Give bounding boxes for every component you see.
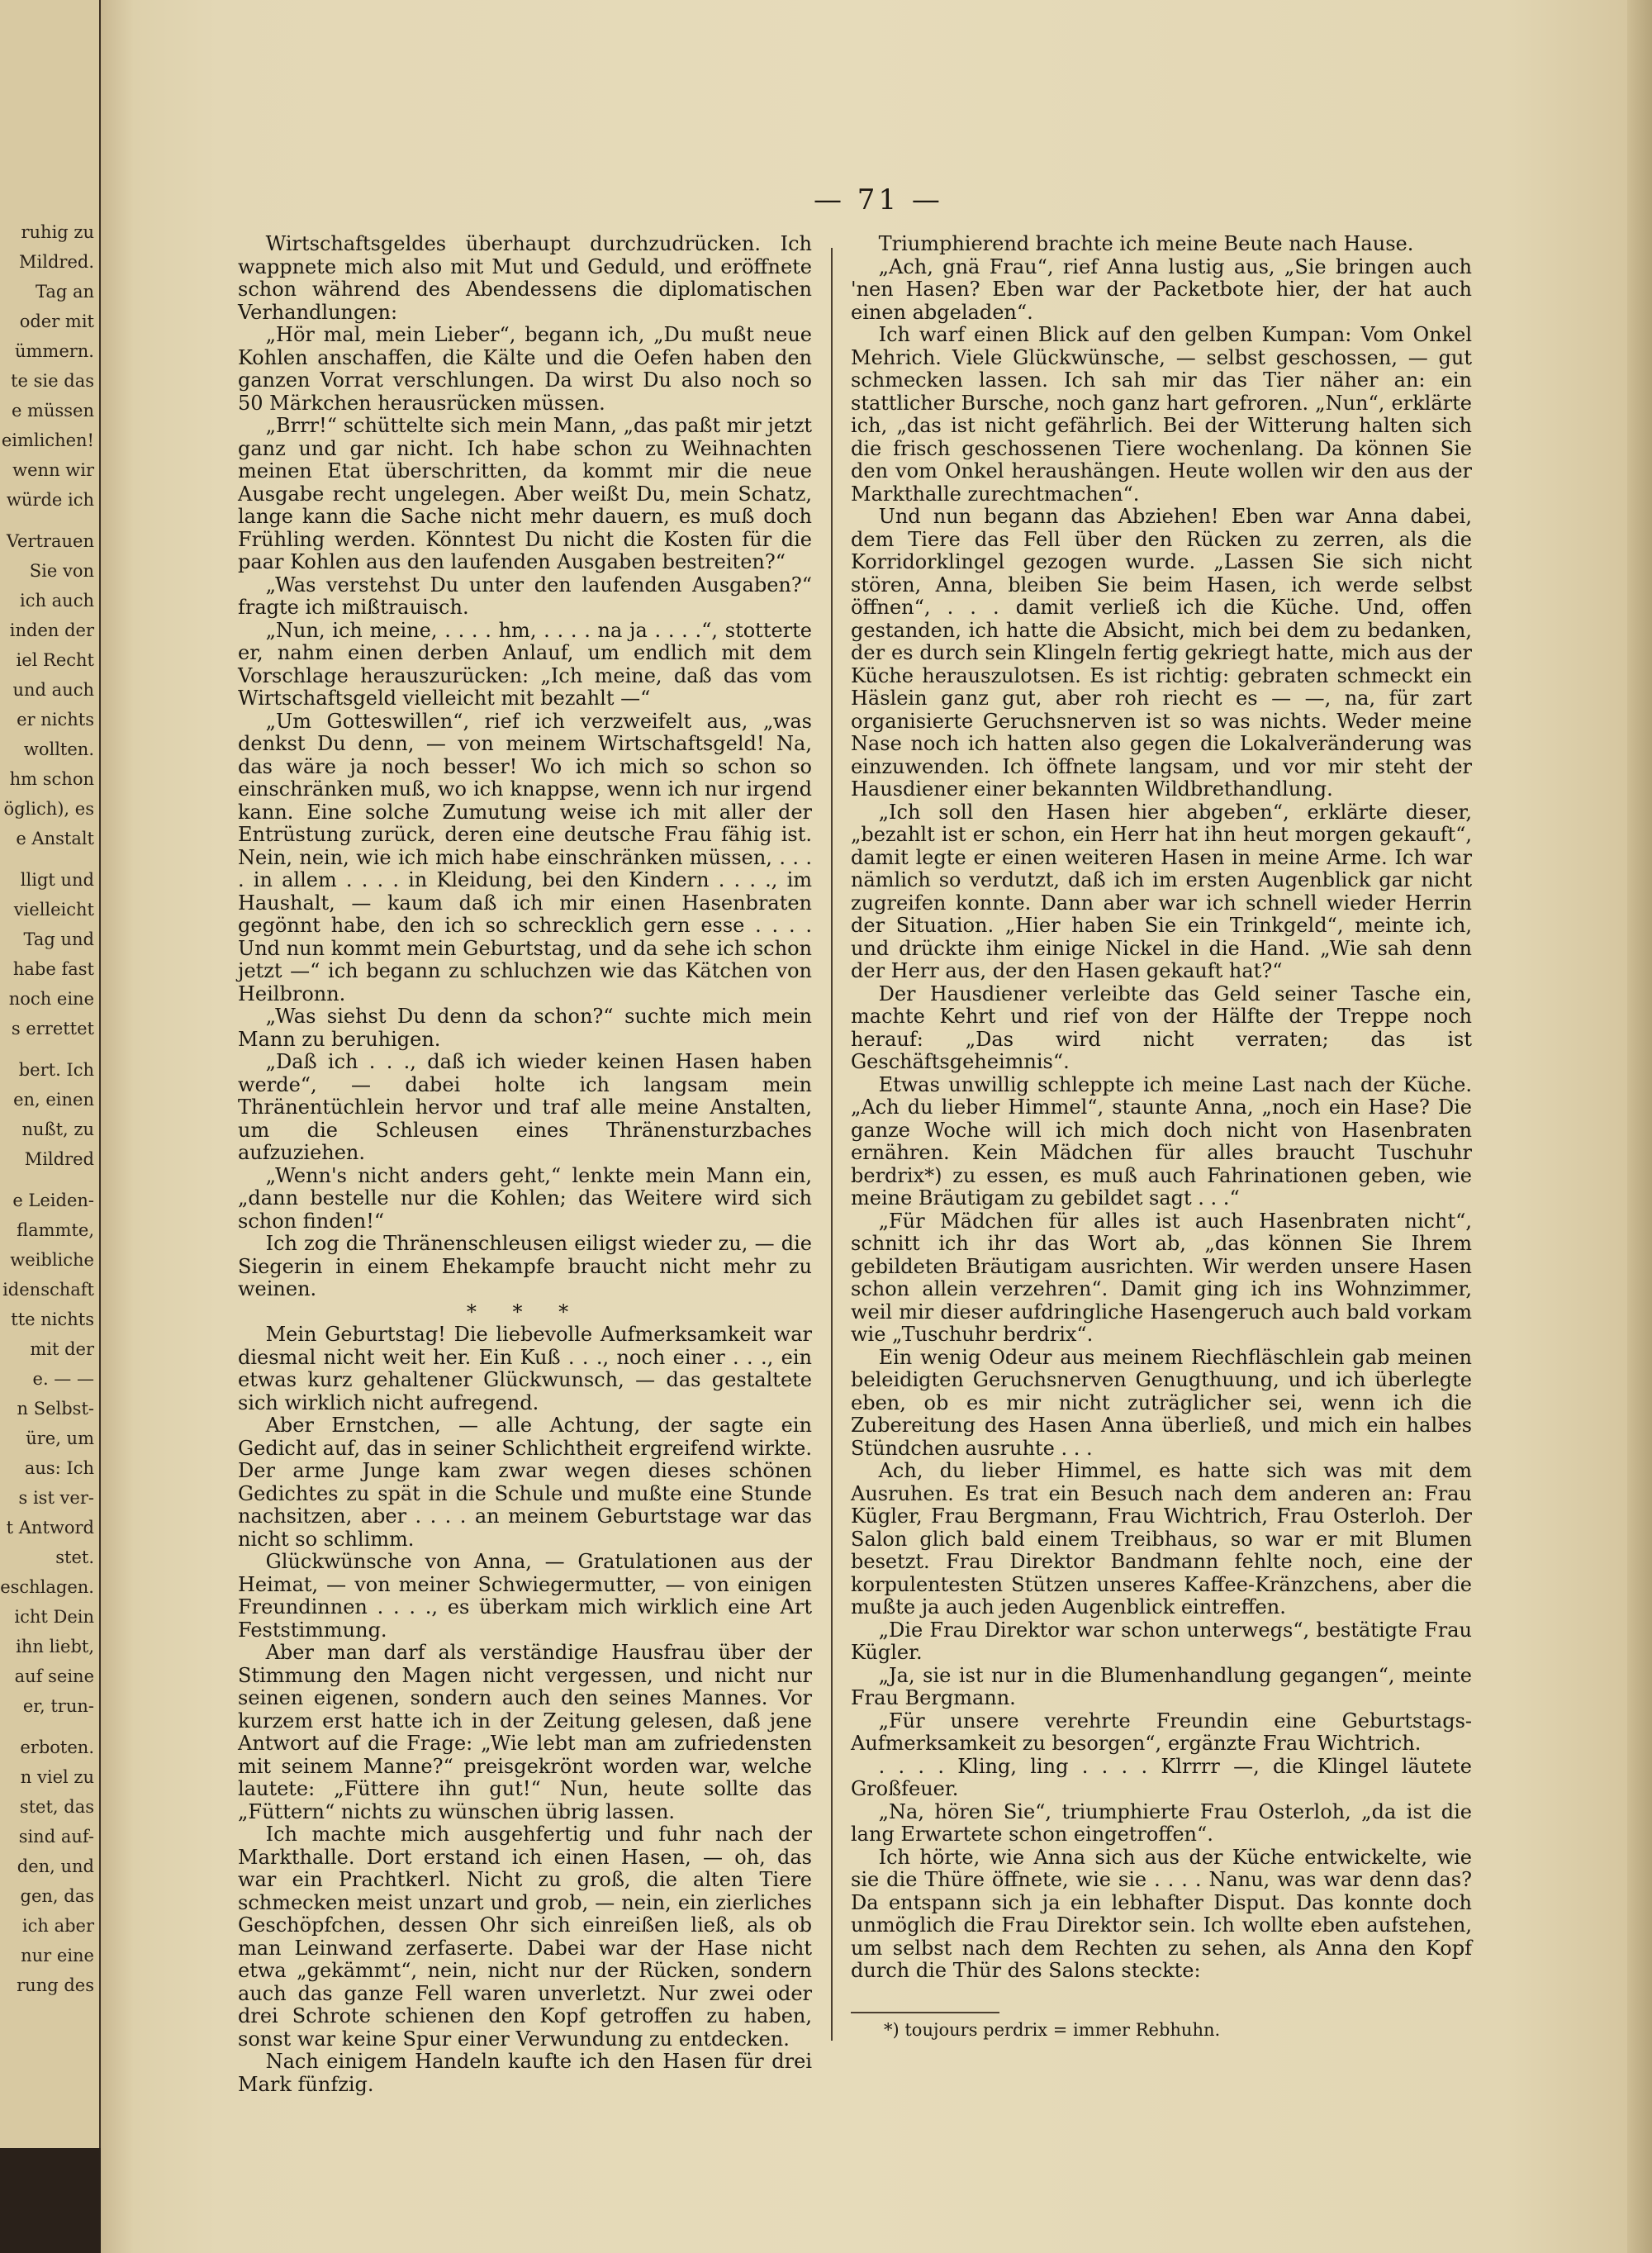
paragraph: „Was verstehst Du unter den laufenden Ausgaben?“ fragte ich mißtrauisch. bbox=[238, 573, 812, 619]
left-page-line: te sie das bbox=[11, 371, 94, 391]
left-page-line: er nichts bbox=[17, 710, 94, 730]
left-page-line: vielleicht bbox=[13, 900, 94, 920]
left-page-line: stet, das bbox=[19, 1797, 94, 1817]
left-page-line: Tag und bbox=[23, 929, 94, 949]
left-page-line: ruhig zu bbox=[21, 222, 94, 242]
left-page-line: mit der bbox=[30, 1339, 94, 1359]
paragraph: Ich zog die Thränenschleusen eiligst wieder zu, — die Siegerin in einem Ehekampfe braucht nicht mehr zu weinen. bbox=[238, 1232, 812, 1300]
left-page-line: Tag an bbox=[35, 282, 94, 302]
left-page-line: auf seine bbox=[14, 1666, 94, 1686]
left-page-line: n viel zu bbox=[20, 1767, 94, 1787]
paragraph: „Daß ich . . ., daß ich wieder keinen Hasen haben werde“, — dabei holte ich langsam mein Thränentüchlein hervor und traf alle meine Anstalten, um die Schleusen eines Thränensturzbaches aufzuziehen. bbox=[238, 1050, 812, 1164]
paragraph: „Nun, ich meine, . . . . hm, . . . . na ja . . . .“, stotterte er, nahm einen derben Anlauf, um endlich mit dem Vorschlage herauszurücken: „Ich meine, daß das vom Wirtschaftsgeld vielleicht mit bezahlt —“ bbox=[238, 618, 812, 710]
paragraph: „Na, hören Sie“, triumphierte Frau Osterloh, „da ist die lang Erwartete schon eingetroffen“. bbox=[851, 1799, 1472, 1846]
paragraph: Mein Geburtstag! Die liebevolle Aufmerksamkeit war diesmal nicht weit her. Ein Kuß . . ., noch einer . . ., ein etwas kurz gehaltener Glückwunsch, — das gestaltete sich wirklich nicht aufregend. bbox=[238, 1323, 812, 1414]
left-page-line: ümmern. bbox=[14, 341, 94, 361]
left-page-line: hm schon bbox=[9, 769, 94, 789]
column-divider bbox=[831, 248, 833, 2041]
left-page-line: noch eine bbox=[8, 989, 94, 1009]
left-page-fragment bbox=[0, 0, 102, 2148]
paragraph: Ein wenig Odeur aus meinem Riechfläschlein gab meinen beleidigten Geruchsnerven Genugthuung, und ich überlegte eben, ob es mir nicht zuträglicher sei, wenn ich die Zubereitung des Hasen Anna überließ, und mich ein halbes Stündchen ausruhte . . . bbox=[851, 1345, 1472, 1460]
footnote: *) toujours perdrix = immer Rebhuhn. bbox=[884, 2020, 1221, 2040]
paragraph: „Hör mal, mein Lieber“, begann ich, „Du mußt neue Kohlen anschaffen, die Kälte und die Oefen haben den ganzen Vorrat verschlungen. Da wirst Du also noch so 50 Märkchen herausrücken müssen. bbox=[238, 323, 812, 415]
left-page-line: sind auf- bbox=[18, 1827, 94, 1847]
left-page-line: idenschaft bbox=[2, 1280, 94, 1300]
paragraph: * * * bbox=[466, 1300, 584, 1324]
left-page-line: habe fast bbox=[12, 959, 94, 979]
left-page-line: t Antword bbox=[6, 1518, 94, 1538]
left-page-line: s ist ver- bbox=[18, 1488, 94, 1508]
paragraph: Aber Ernstchen, — alle Achtung, der sagte ein Gedicht auf, das in seiner Schlichtheit ergreifend wirkte. Der arme Junge kam zwar wegen dieses schönen Gedichtes zu spät in die Schule und mußte eine Stunde nachsitzen, aber . . . . an meinem Geburtstage war das nicht so schlimm. bbox=[238, 1414, 812, 1551]
paragraph: Etwas unwillig schleppte ich meine Last nach der Küche. „Ach du lieber Himmel“, staunte Anna, „noch ein Hase? Die ganze Woche will ich mich doch nicht von Hasenbraten ernähren. Kein Mädchen für alles braucht Tuschuhr berdrix*) zu essen, es muß auch Fahrinationen geben, wie meine Bräutigam zu gebildet sagt . . .“ bbox=[851, 1072, 1472, 1210]
paragraph: „Wenn's nicht anders geht,“ lenkte mein Mann ein, „dann bestelle nur die Kohlen; das Weitere wird sich schon finden!“ bbox=[238, 1163, 812, 1233]
left-page-line: würde ich bbox=[6, 490, 94, 510]
left-page-line: ich auch bbox=[19, 591, 94, 611]
left-page-line: und auch bbox=[12, 680, 94, 700]
left-page-line: er, trun- bbox=[22, 1696, 94, 1716]
left-page-line: inden der bbox=[9, 620, 94, 640]
paragraph: Ich hörte, wie Anna sich aus der Küche entwickelte, wie sie die Thüre öffnete, wie sie . . . . Nanu, was war denn das? Da entspann sich ja ein lebhafter Disput. Das konnte doch unmöglich die Frau Direktor sein. Ich wollte eben aufstehen, um selbst nach dem Rechten zu sehen, als Anna den Kopf durch die Thür des Salons steckte: bbox=[851, 1845, 1472, 1982]
left-page-line: Vertrauen bbox=[6, 531, 94, 551]
left-page-line: tte nichts bbox=[11, 1309, 94, 1329]
paragraph: . . . . Kling, ling . . . . Klrrrr —, die Klingel läutete Großfeuer. bbox=[851, 1754, 1472, 1800]
paragraph: „Ach, gnä Frau“, rief Anna lustig aus, „Sie bringen auch 'nen Hasen? Eben war der Packetbote hier, der hat auch einen abgeladen“. bbox=[851, 254, 1472, 324]
right-column bbox=[851, 233, 1472, 1983]
left-page-line: e müssen bbox=[11, 401, 94, 421]
paragraph: Ich machte mich ausgehfertig und fuhr nach der Markthalle. Dort erstand ich einen Hasen, — oh, das war ein Prachtkerl. Nicht zu groß, die alten Tiere schmecken meist unzart und grob, — nein, ein zierliches Geschöpfchen, dessen Ohr sich einreißen ließ, als ob man Leinwand zerfaserte. Dabei war der Hase nicht etwa „gekämmt“, nein, nicht nur der Rücken, sondern auch das ganze Fell waren unverletzt. Nur zwei oder drei Schrote schienen den Kopf getroffen zu haben, sonst war keine Spur einer Verwundung zu entdecken. bbox=[238, 1823, 812, 2051]
paragraph: Triumphierend brachte ich meine Beute nach Hause. bbox=[878, 232, 1414, 255]
paragraph: Ich warf einen Blick auf den gelben Kumpan: Vom Onkel Mehrich. Viele Glückwünsche, — selbst geschossen, — gut schmecken lassen. Ich sah mir das Tier näher an: ein stattlicher Bursche, noch ganz hart gefroren. „Nun“, erklärte ich, „das ist nicht gefährlich. Bei der Witterung halten sich die frisch geschossenen Tiere wochenlang. Da können Sie den vom Onkel heraushängen. Heute wollen wir den aus der Markthalle zurechtmachen“. bbox=[851, 323, 1472, 506]
paragraph: Ach, du lieber Himmel, es hatte sich was mit dem Ausruhen. Es trat ein Besuch nach dem anderen an: Frau Kügler, Frau Bergmann, Frau Wichtrich, Frau Osterloh. Der Salon glich bald einem Treibhaus, so war er mit Blumen besetzt. Frau Direktor Bandmann fehlte noch, eine der korpulentesten Stützen unseres Kaffee-Kränzchens, aber die mußte ja auch jeden Augenblick eintreffen. bbox=[851, 1459, 1472, 1618]
left-page-line: e. — — bbox=[32, 1369, 94, 1389]
left-page-line: ich aber bbox=[21, 1916, 94, 1936]
left-page-line: aus: Ich bbox=[24, 1458, 94, 1478]
paragraph: „Für unsere verehrte Freundin eine Geburtstags-Aufmerksamkeit zu besorgen“, ergänzte Frau Wichtrich. bbox=[851, 1709, 1472, 1755]
paragraph: „Die Frau Direktor war schon unterwegs“, bestätigte Frau Kügler. bbox=[851, 1618, 1472, 1664]
left-page-line: eimlichen! bbox=[1, 430, 94, 450]
left-page-line: Sie von bbox=[29, 561, 94, 581]
paragraph: „Für Mädchen für alles ist auch Hasenbraten nicht“, schnitt ich ihr das Wort ab, „das können Sie Ihrem gebildeten Bräutigam ausrichten. Wir werden unsere Hasen schon allein verzehren“. Damit ging ich ins Wohnzimmer, weil mir dieser aufdringliche Hasengeruch auch bald vorkam wie „Tuschuhr berdrix“. bbox=[851, 1209, 1472, 1346]
left-page-line: nußt, zu bbox=[21, 1119, 94, 1139]
left-page-line: n Selbst- bbox=[17, 1399, 94, 1419]
paragraph: Und nun begann das Abziehen! Eben war Anna dabei, dem Tiere das Fell über den Rücken zu zerren, als die Korridorklingel gezogen wurde. „Lassen Sie sich nicht stören, Anna, bleiben Sie beim Hasen, ich werde selbst öffnen“, . . . damit verließ ich die Küche. Und, offen gestanden, ich hatte die Absicht, mich bei dem zu bedanken, der es durch sein Klingeln fertig gekriegt hatte, mich aus der Küche herauszulotsen. Es ist richtig: gebraten schmeckt ein Häslein ganz gut, aber roh riecht es — —, na, für zart organisierte Geruchsnerven ist so was nichts. Weder meine Nase noch ich hatten also gegen die Lokalveränderung was einzuwenden. Ich öffnete langsam, und vor mir steht der Hausdiener einer bekannten Wildbrethandlung. bbox=[851, 505, 1472, 801]
left-page-line: Mildred bbox=[24, 1149, 94, 1169]
footnote-divider bbox=[851, 2012, 999, 2013]
paragraph: Wirtschaftsgeldes überhaupt durchzudrücken. Ich wappnete mich also mit Mut und Geduld, und eröffnete schon während des Abendessens die diplomatischen Verhandlungen: bbox=[238, 232, 812, 324]
left-page-line: s errettet bbox=[11, 1019, 94, 1039]
left-page-line: en, einen bbox=[13, 1090, 94, 1110]
left-page-line: oder mit bbox=[19, 311, 94, 331]
paragraph: „Ich soll den Hasen hier abgeben“, erklärte dieser, „bezahlt ist er schon, ein Herr hat ihn heut morgen gekauft“, damit legte er einen weiteren Hasen in meine Arme. Ich war nämlich so verdutzt, daß ich im ersten Augenblick gar nicht zugreifen konnte. Dann aber war ich schnell wieder Herrin der Situation. „Hier haben Sie ein Trinkgeld“, meinte ich, und drückte ihm einige Nickel in die Hand. „Wie sah denn der Herr aus, der den Hasen gekauft hat?“ bbox=[851, 800, 1472, 982]
left-page-line: öglich), es bbox=[3, 799, 94, 819]
left-page-line: e Anstalt bbox=[16, 829, 94, 848]
left-page-line: wenn wir bbox=[12, 460, 94, 480]
paragraph: Nach einigem Handeln kaufte ich den Hasen für drei Mark fünfzig. bbox=[238, 2050, 812, 2096]
left-page-line: iel Recht bbox=[16, 650, 94, 670]
left-page-line: nur eine bbox=[21, 1946, 94, 1965]
paragraph: Glückwünsche von Anna, — Gratulationen aus der Heimat, — von meiner Schwiegermutter, — von einigen Freundinnen . . . ., es überkam mich wirklich eine Art Feststimmung. bbox=[238, 1550, 812, 1642]
left-page-line: gen, das bbox=[20, 1886, 94, 1906]
paragraph: Der Hausdiener verleibte das Geld seiner Tasche ein, machte Kehrt und rief von der Hälfte der Treppe noch herauf: „Das wird nicht verraten; das ist Geschäftsgeheimnis“. bbox=[851, 982, 1472, 1073]
left-page-line: üre, um bbox=[26, 1428, 94, 1448]
paragraph: „Brrr!“ schüttelte sich mein Mann, „das paßt mir jetzt ganz und gar nicht. Ich habe schon zu Weihnachten meinen Etat überschritten, da kommt mir die neue Ausgabe recht ungelegen. Aber weißt Du, mein Schatz, lange kann die Sache nicht mehr dauern, es muß doch Frühling werden. Könntest Du nicht die Kosten für die paar Kohlen aus den laufenden Ausgaben bestreiten?“ bbox=[238, 414, 812, 573]
left-page-line: stet. bbox=[55, 1547, 94, 1567]
left-page-line: e Leiden- bbox=[12, 1191, 94, 1210]
paragraph: „Ja, sie ist nur in die Blumenhandlung gegangen“, meinte Frau Bergmann. bbox=[851, 1663, 1472, 1709]
left-page-line: weibliche bbox=[10, 1250, 94, 1270]
paragraph: „Um Gotteswillen“, rief ich verzweifelt aus, „was denkst Du denn, — von meinem Wirtschaftsgeld! Na, das wäre ja noch besser! Wo ich mich so schon so einschränken muß, wo ich knappse, wenn ich nur irgend kann. Eine solche Zumutung weise ich mit aller der Entrüstung zurück, deren eine deutsche Frau fähig ist. Nein, nein, wie ich mich habe einschränken müssen, . . . . in allem . . . . in Kleidung, bei den Kindern . . . ., im Haushalt, — kaum daß ich mir einen Hasenbraten gegönnt habe, den ich so schrecklich gern esse . . . . Und nun kommt mein Geburtstag, und da sehe ich schon jetzt —“ ich begann zu schluchzen wie das Kätchen von Heilbronn. bbox=[238, 709, 812, 1005]
left-page-line: icht Dein bbox=[14, 1607, 94, 1627]
left-page-line: erboten. bbox=[20, 1737, 94, 1757]
left-page-line: den, und bbox=[17, 1856, 94, 1876]
left-page-line: Mildred. bbox=[19, 252, 94, 272]
left-column bbox=[238, 233, 812, 2096]
page-number: — 71 — bbox=[814, 183, 943, 216]
left-page-line: eschlagen. bbox=[0, 1577, 94, 1597]
left-page-line: rung des bbox=[17, 1975, 94, 1995]
paragraph: „Was siehst Du denn da schon?“ suchte mich mein Mann zu beruhigen. bbox=[238, 1005, 812, 1051]
paragraph: Aber man darf als verständige Hausfrau über der Stimmung den Magen nicht vergessen, und nicht nur seinen eigenen, sondern auch den seines Mannes. Vor kurzem erst hatte ich in der Zeitung gelesen, daß jene Antwort auf die Frage: „Wie lebt man am zufriedensten mit seinem Manne?“ preisgekrönt worden war, welche lautete: „Füttere ihn gut!“ Nun, heute sollte das „Füttern“ nichts zu wünschen übrig lassen. bbox=[238, 1641, 812, 1823]
left-page-line: flammte, bbox=[17, 1220, 94, 1240]
left-page-line: bert. Ich bbox=[18, 1060, 94, 1080]
page-edge bbox=[1627, 0, 1652, 2253]
left-page-line: lligt und bbox=[20, 870, 94, 890]
left-page-line: ihn liebt, bbox=[16, 1637, 94, 1656]
left-page-line: wollten. bbox=[23, 739, 94, 759]
